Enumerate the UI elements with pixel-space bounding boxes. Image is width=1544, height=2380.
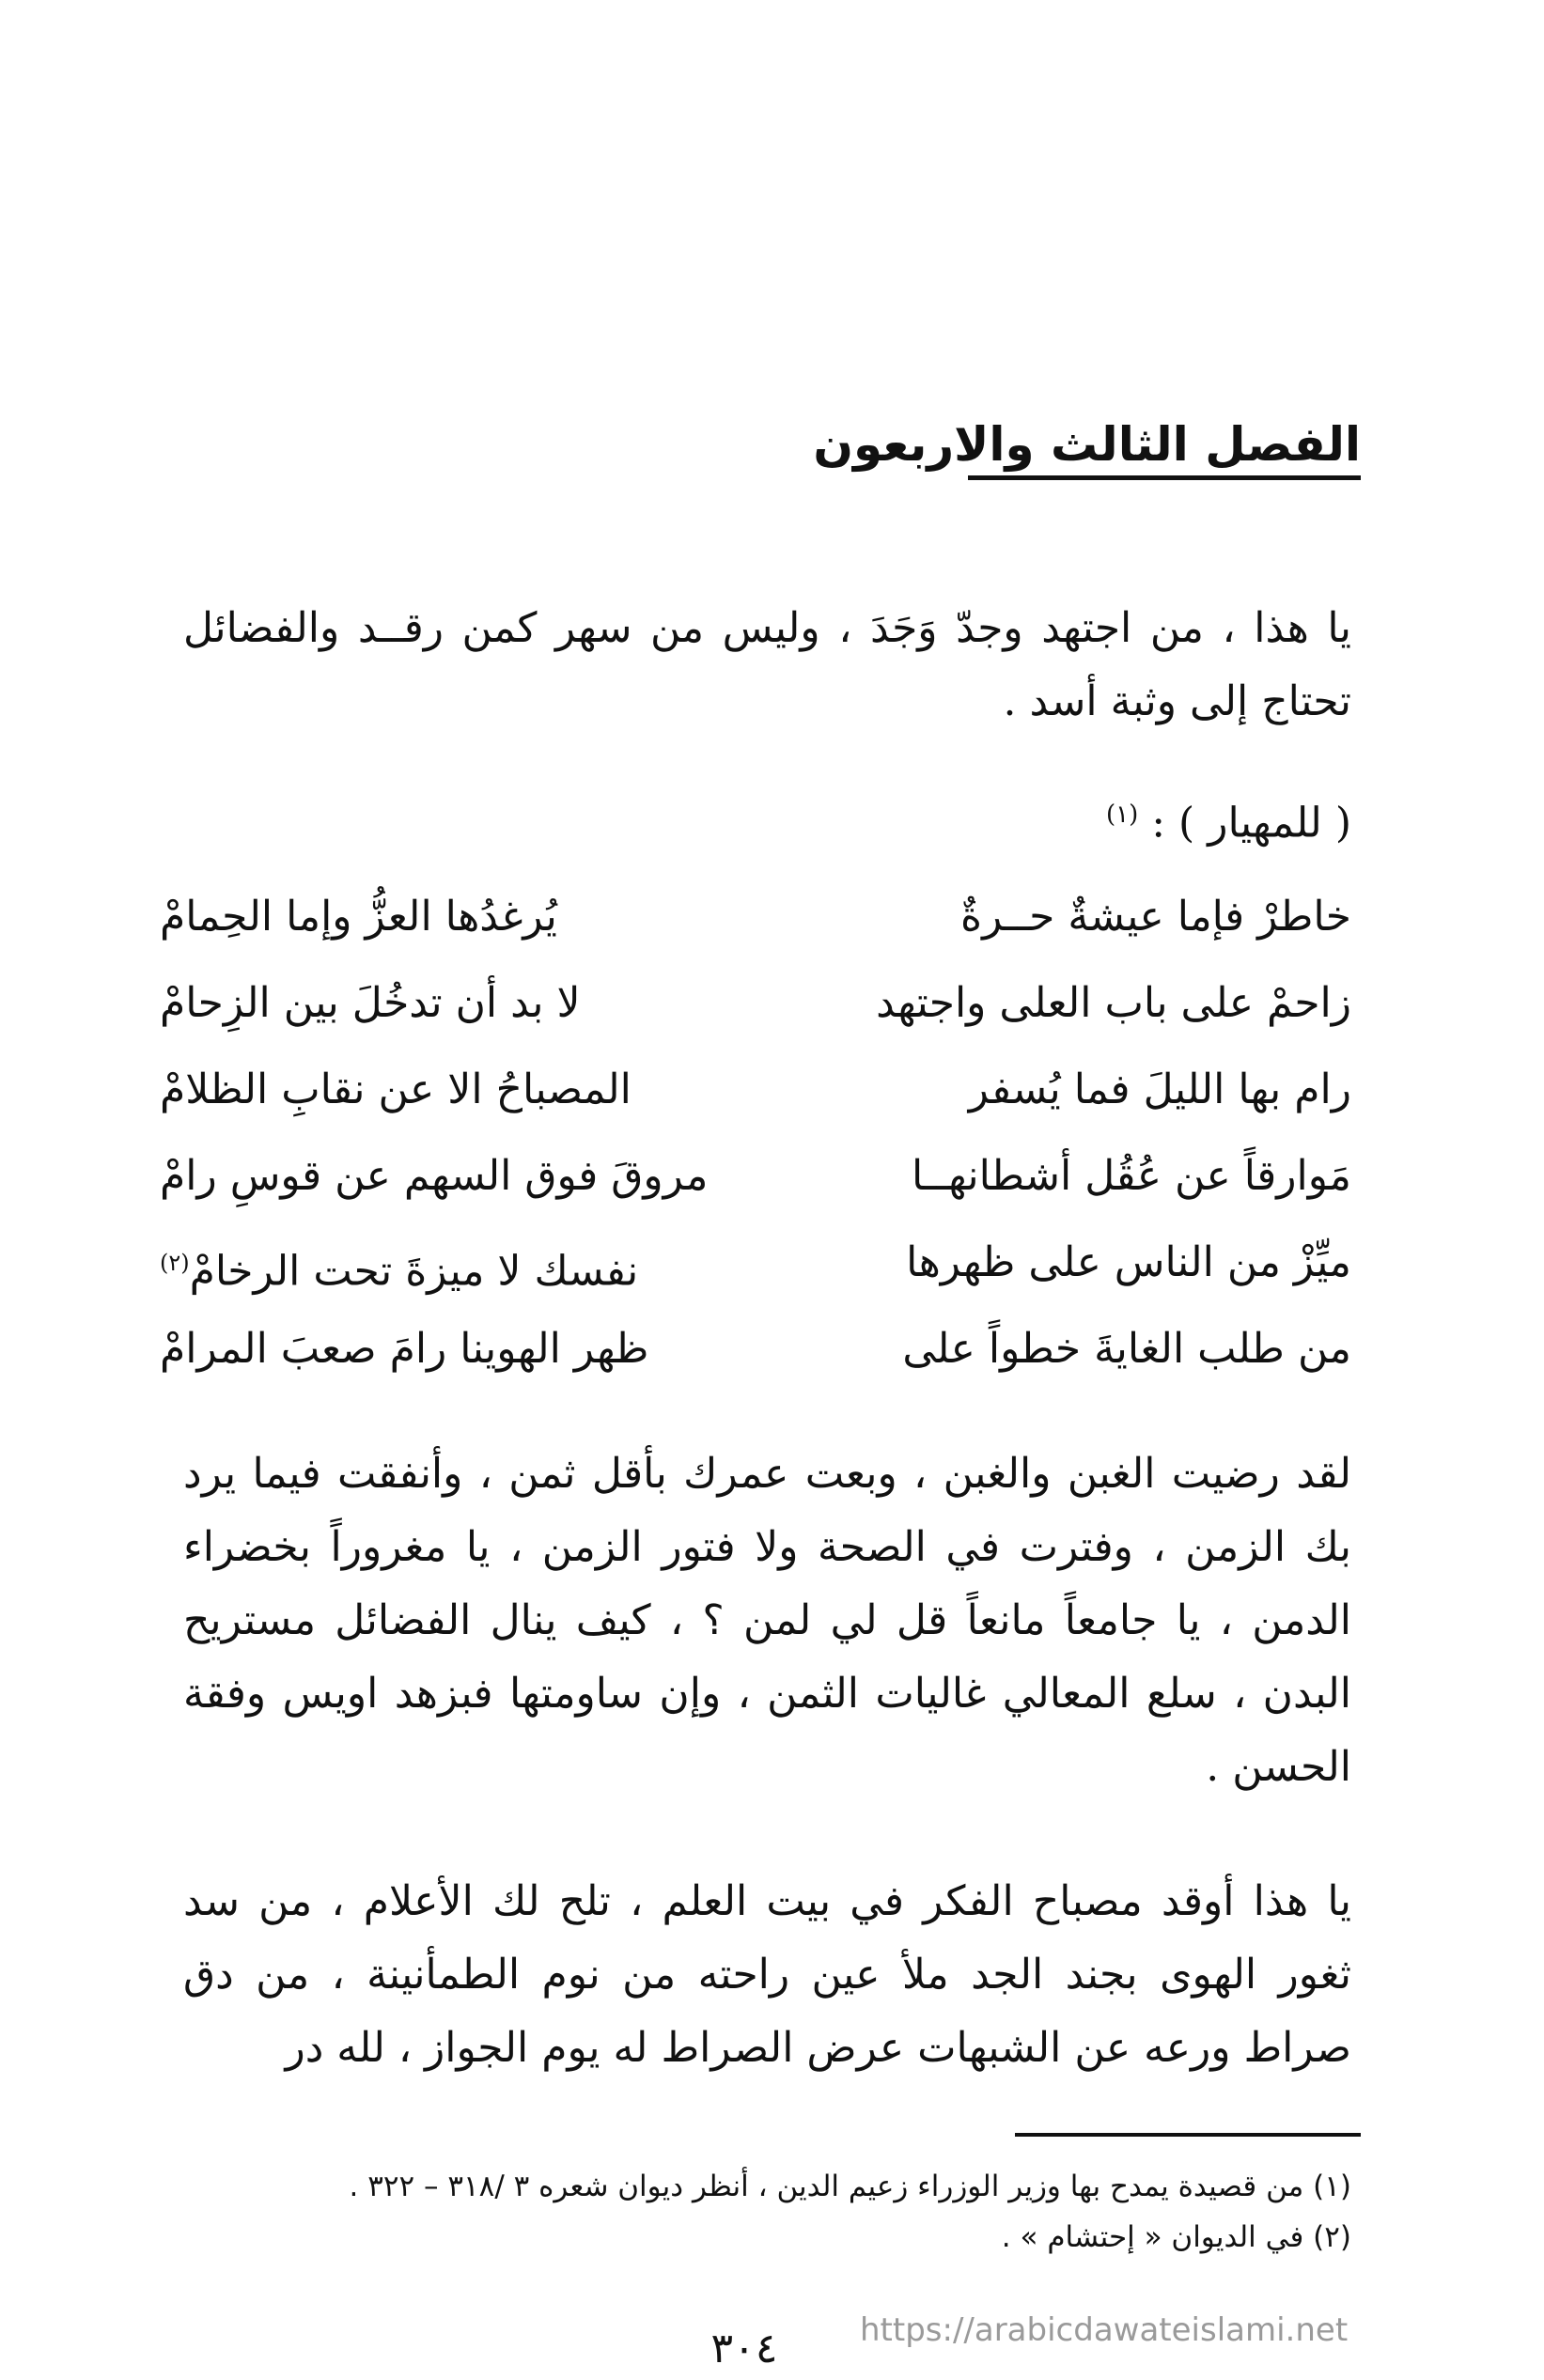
verse-second-hemistich: مروقَ فوق السهم عن قوسِ رامْ	[160, 1152, 709, 1200]
poem	[160, 874, 1351, 1392]
verse-first-hemistich: مَوارقاً عن عُقُل أشطانهــا	[911, 1152, 1351, 1200]
verse-first-hemistich: زاحمْ على باب العلى واجتهد	[876, 979, 1351, 1027]
page-number: ٣٠٤	[710, 2325, 778, 2372]
poem-source-label: ( للمهيار ) :	[1151, 799, 1351, 848]
paragraph-1: يا هذا ، من اجتهد وجدّ وَجَدَ ، وليس من سهر كمن رقــد والفضائل تحتاج إلى وثبة أسد .	[183, 604, 1351, 725]
verse-second-hemistich-with-ref	[160, 1220, 788, 1306]
footnote-ref-2: (٢)	[160, 1250, 190, 1276]
verse-first-hemistich: من طلب الغايةَ خطواً على	[902, 1325, 1351, 1373]
footnote-separator	[1015, 2133, 1361, 2137]
verse-second-hemistich: لا بد أن تدخُلَ بين الزِحامْ	[160, 979, 581, 1027]
footnote-ref-1: (١)	[1105, 801, 1139, 829]
verse-first-hemistich: رام بها الليلَ فما يُسفر	[968, 1066, 1351, 1113]
watermark-url: https://arabicdawateislami.net	[860, 2311, 1349, 2349]
footnote-2: (٢) في الديوان « إحتشام » .	[1001, 2220, 1351, 2254]
verse-first-hemistich: خاطرْ فإما عيشةٌ حــرةٌ	[960, 893, 1351, 941]
verse-second-hemistich: ظهر الهوينا رامَ صعبَ المرامْ	[160, 1325, 649, 1373]
verse-second-hemistich: المصباحُ الا عن نقابِ الظلامْ	[160, 1066, 632, 1113]
footnote-1: (١) من قصيدة يمدح بها وزير الوزراء زعيم الدين ، أنظر ديوان شعره ٣ /٣١٨ – ٣٢٢ .	[349, 2170, 1351, 2203]
verse	[160, 1133, 1351, 1220]
chapter-title: الفصل الثالث والاربعون	[813, 417, 1361, 472]
verse-first-hemistich: ميِّزْ من الناس على ظهرها	[906, 1238, 1351, 1286]
verse-second-hemistich: يُرغدُها العزُّ وإما الحِمامْ	[160, 893, 557, 941]
verse-second-hemistich: نفسك لا ميزةَ تحت الرخامْ	[189, 1247, 639, 1296]
verse	[160, 960, 1351, 1047]
paragraph-2: لقد رضيت الغبن والغبن ، وبعت عمرك بأقل ثمن ، وأنفقت فيما يرد بك الزمن ، وفترت في الصحة ولا فتور الزمن ، يا مغروراً بخضراء الدمن ، يا جامعاً مانعاً قل لي لمن ؟ ، كيف ينال الفضائل مستريح البدن ، سلع المعالي غاليات الثمن ، وإن ساومتها فبزهد اويس وفقة الحسن .	[183, 1450, 1351, 1791]
poem-source	[1106, 778, 1351, 861]
verse	[160, 1220, 1351, 1306]
footnotes	[141, 2161, 1351, 2263]
paragraph-3: يا هذا أوقد مصباح الفكر في بيت العلم ، تلح لك الأعلام ، من سد ثغور الهوى بجند الجد ملأ عين راحته من نوم الطمأنينة ، من دق صراط ورعه عن الشبهات عرض الصراط له يوم الجواز ، لله در	[183, 1877, 1351, 2072]
verse	[160, 874, 1351, 960]
title-underline	[968, 475, 1361, 480]
verse	[160, 1306, 1351, 1392]
verse	[160, 1047, 1351, 1133]
